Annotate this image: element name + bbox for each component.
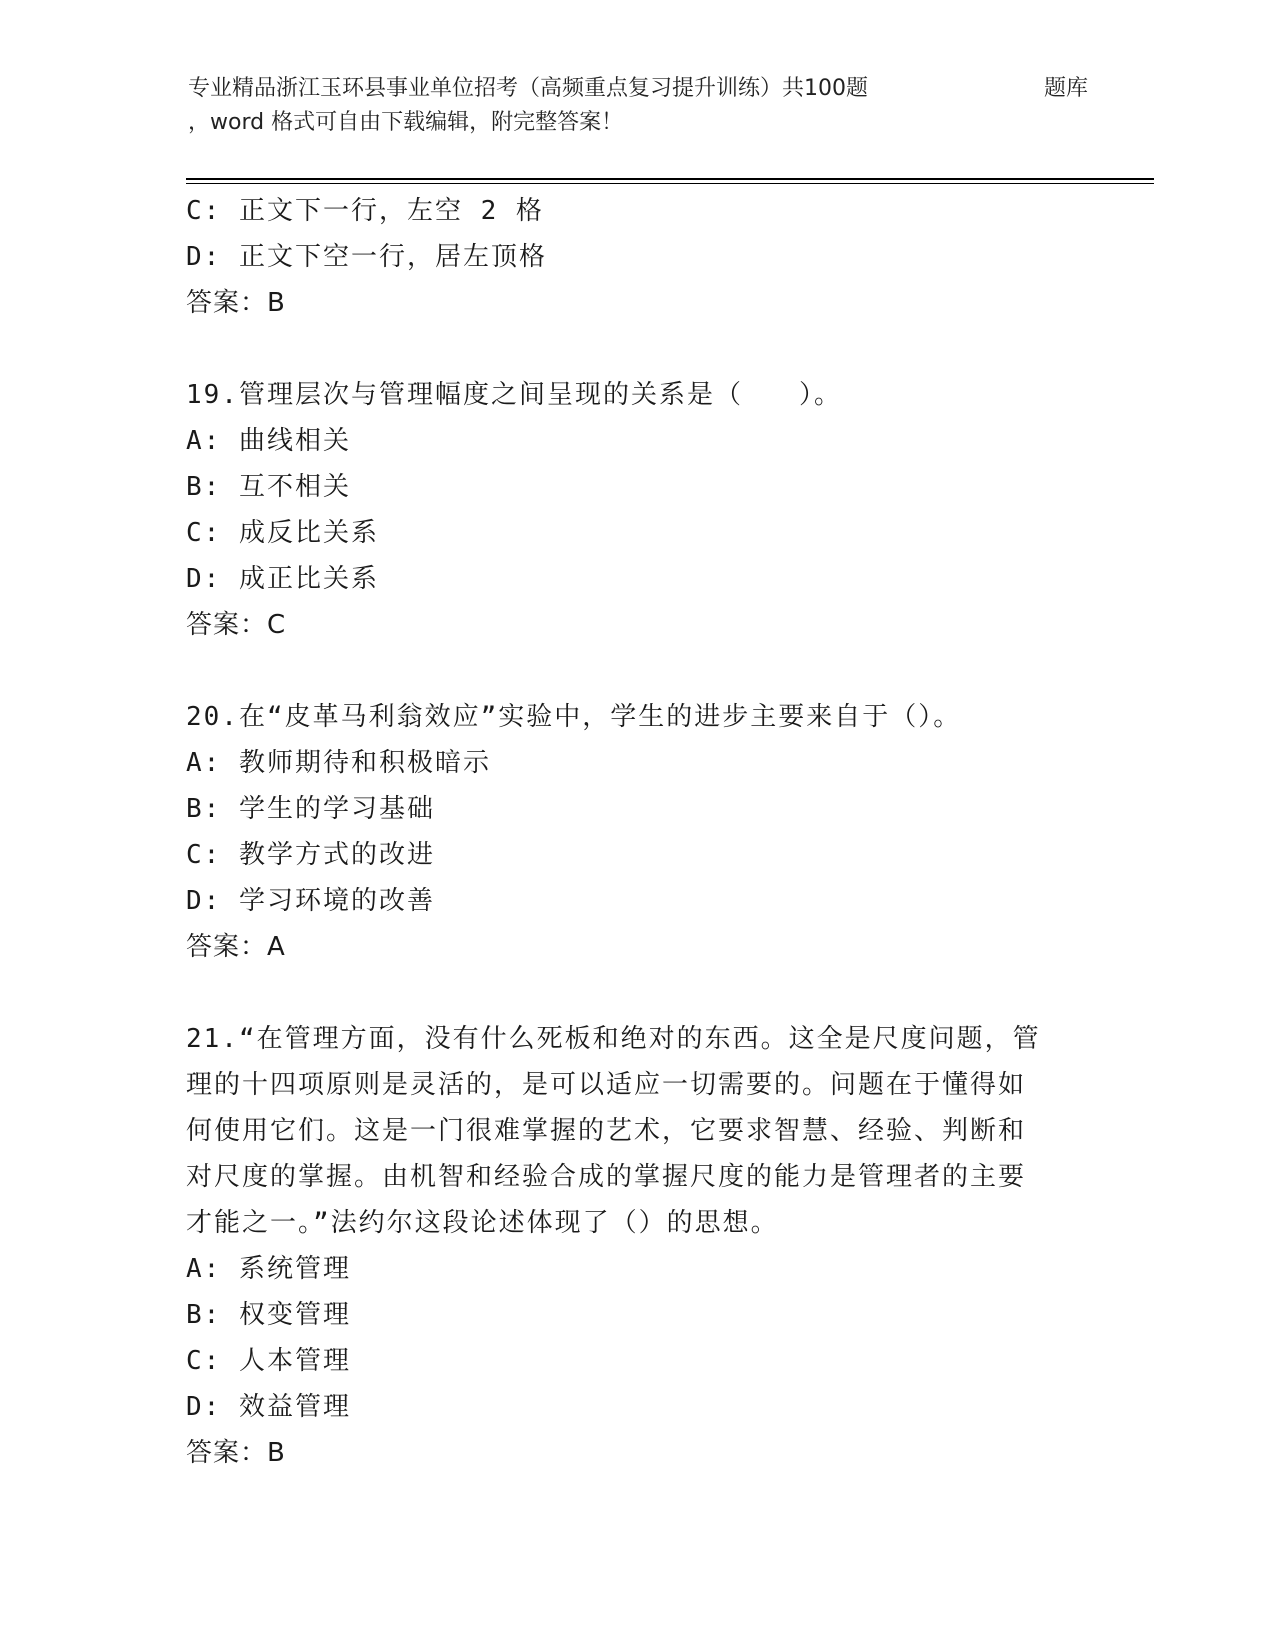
option-d: D: 成正比关系 <box>186 564 379 594</box>
question-text-line-2: 理的十四项原则是灵活的，是可以适应一切需要的。问题在于懂得如 <box>186 1070 1027 1100</box>
option-a: A: 教师期待和积极暗示 <box>186 748 491 778</box>
document-body <box>186 188 1086 1476</box>
question-block-20 <box>186 694 1086 970</box>
spacer <box>186 648 1086 694</box>
option-b: B: 互不相关 <box>186 472 351 502</box>
question-block-18 <box>186 188 1086 326</box>
answer-line: 答案：B <box>186 1438 286 1468</box>
spacer <box>186 970 1086 1016</box>
spacer <box>186 326 1086 372</box>
question-text-line-3: 何使用它们。这是一门很难掌握的艺术，它要求智慧、经验、判断和 <box>186 1116 1027 1146</box>
answer-line: 答案：B <box>186 288 286 318</box>
option-b: B: 学生的学习基础 <box>186 794 435 824</box>
question-text-line-5: 才能之一。”法约尔这段论述体现了（）的思想。 <box>186 1208 779 1238</box>
question-block-19 <box>186 372 1086 648</box>
question-text: 19.管理层次与管理幅度之间呈现的关系是（ ）。 <box>186 380 842 410</box>
option-d: D: 正文下空一行，居左顶格 <box>186 242 547 272</box>
question-block-21 <box>186 1016 1086 1476</box>
option-a: A: 系统管理 <box>186 1254 351 1284</box>
option-a: A: 曲线相关 <box>186 426 351 456</box>
question-text: 20.在“皮革马利翁效应”实验中，学生的进步主要来自于（）。 <box>186 702 962 732</box>
page-header <box>188 72 1088 140</box>
header-tag: 题库 <box>1043 76 1088 101</box>
option-c: C: 正文下一行，左空 2 格 <box>186 196 544 226</box>
option-c: C: 成反比关系 <box>186 518 379 548</box>
option-d: D: 效益管理 <box>186 1392 351 1422</box>
header-divider-top <box>186 178 1154 180</box>
option-c: C: 人本管理 <box>186 1346 351 1376</box>
question-text-line-1: 21.“在管理方面，没有什么死板和绝对的东西。这全是尺度问题，管 <box>186 1024 1041 1054</box>
document-title: 专业精品浙江玉环县事业单位招考（高频重点复习提升训练）共100题 <box>188 76 868 101</box>
option-b: B: 权变管理 <box>186 1300 351 1330</box>
header-divider-bottom <box>186 183 1154 184</box>
header-title-row <box>188 72 1088 106</box>
answer-line: 答案：A <box>186 932 286 962</box>
option-c: C: 教学方式的改进 <box>186 840 435 870</box>
document-subtitle: ，word 格式可自由下载编辑，附完整答案！ <box>188 110 624 135</box>
answer-line: 答案：C <box>186 610 287 640</box>
option-d: D: 学习环境的改善 <box>186 886 435 916</box>
question-text-line-4: 对尺度的掌握。由机智和经验合成的掌握尺度的能力是管理者的主要 <box>186 1162 1027 1192</box>
